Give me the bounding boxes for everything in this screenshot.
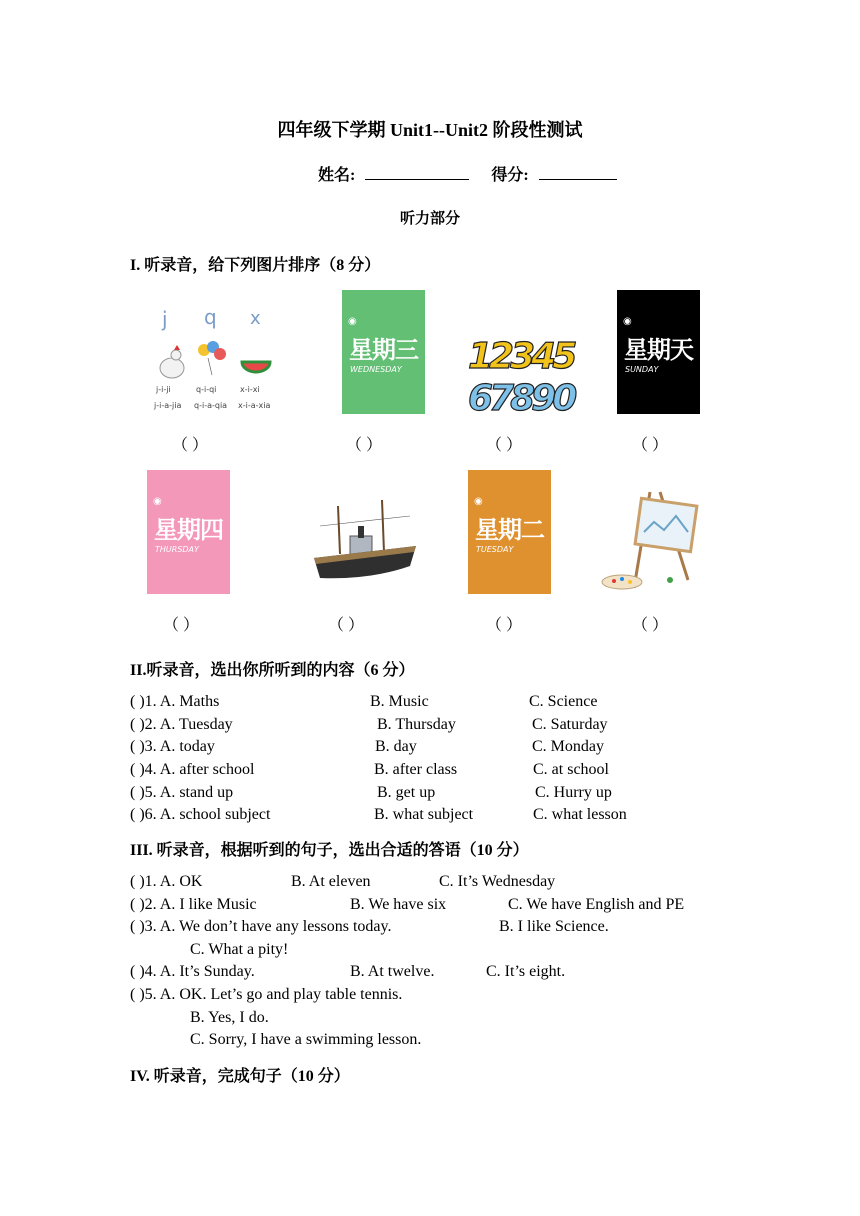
tuesday-en: TUESDAY [476,545,514,554]
letter-j: j [162,307,168,331]
svg-text:j-i-a-jia: j-i-a-jia [154,401,182,410]
s3-q5-a[interactable]: ( )5. A. OK. Let’s go and play table tennis. [130,986,403,1003]
section-subtitle: 听力部分 [399,211,460,227]
section4-heading: IV. 听录音，完成句子（10 分） [130,1068,350,1085]
s2-q2-b: B. Thursday [377,716,456,733]
thursday-en: THURSDAY [155,545,199,554]
answer-paren-7[interactable]: （ ） [486,617,523,634]
thursday-card: ◉ 星期四 THURSDAY [147,470,230,594]
ship-image [310,496,420,588]
section3-heading: III. 听录音，根据听到的句子，选出合适的答语（10 分） [130,842,529,859]
s2-q4-c: C. at school [533,761,609,778]
score-label: 得分: [491,167,529,184]
watermelon-icon [242,362,270,372]
s3-q1-a[interactable]: ( )1. A. OK [130,873,203,890]
answer-paren-6[interactable]: （ ） [328,617,365,634]
wednesday-zh: 星期三 [349,336,418,364]
s2-q1-c: C. Science [529,693,598,710]
chicken-icon [160,358,184,378]
section2-heading: II.听录音，选出你所听到的内容（6 分） [130,662,415,679]
s2-q5-a[interactable]: ( )5. A. stand up [130,784,234,801]
s2-q3-b: B. day [375,738,417,755]
sunday-zh: 星期天 [624,336,693,364]
svg-text:q-i-a-qia: q-i-a-qia [194,401,228,410]
name-score-row [318,162,617,185]
name-label: 姓名: [318,167,356,184]
s2-q5-c: C. Hurry up [535,784,612,801]
numbers-row1: 12345 [468,336,574,377]
s2-q3-a[interactable]: ( )3. A. today [130,738,215,755]
s2-q5-b: B. get up [377,784,436,801]
letter-x: x [250,308,261,329]
s3-q1-c: C. It’s Wednesday [439,873,556,890]
easel-image [600,488,700,594]
s3-q5-c: C. Sorry, I have a swimming lesson. [190,1031,422,1048]
s3-q4-a[interactable]: ( )4. A. It’s Sunday. [130,963,255,980]
s3-q2-c: C. We have English and PE [508,896,685,913]
s2-q6-a[interactable]: ( )6. A. school subject [130,806,271,823]
easel-icon [600,488,700,594]
s2-q4-b: B. after class [374,761,458,778]
page-title: 四年级下学期 Unit1--Unit2 阶段性测试 [277,120,583,140]
pinyin-illustration [150,300,280,415]
answer-paren-2[interactable]: （ ） [346,437,383,454]
section1-heading: I. 听录音，给下列图片排序（8 分） [130,257,381,274]
s2-q1-b: B. Music [370,693,429,710]
sunday-card: ◉ 星期天 SUNDAY [617,290,700,414]
tuesday-zh: 星期二 [475,516,544,544]
name-blank[interactable] [365,165,469,180]
s2-q3-c: C. Monday [532,738,604,755]
numbers-image [466,328,584,416]
sunday-en: SUNDAY [625,365,659,374]
svg-text:x-i-a-xia: x-i-a-xia [238,401,271,410]
answer-paren-4[interactable]: （ ） [632,437,669,454]
score-blank[interactable] [539,165,617,180]
s2-q6-b: B. what subject [374,806,474,823]
s3-q4-b: B. At twelve. [350,963,435,980]
wednesday-en: WEDNESDAY [350,365,402,374]
svg-text:j-i-ji: j-i-ji [156,385,171,394]
s2-q4-a[interactable]: ( )4. A. after school [130,761,255,778]
s3-q3-b: B. I like Science. [499,918,609,935]
s3-q3-c: C. What a pity! [190,941,289,958]
s3-q2-a[interactable]: ( )2. A. I like Music [130,896,257,913]
tuesday-card: ◉ 星期二 TUESDAY [468,470,551,594]
s2-q6-c: C. what lesson [533,806,627,823]
numbers-illustration [466,328,584,416]
wednesday-card: ◉ 星期三 WEDNESDAY [342,290,425,414]
thursday-zh: 星期四 [154,516,223,544]
answer-paren-3[interactable]: （ ） [486,437,523,454]
svg-text:q-i-qi: q-i-qi [196,385,217,394]
numbers-row2: 67890 [468,378,574,416]
answer-paren-1[interactable]: （ ） [172,437,209,454]
svg-text:x-i-xi: x-i-xi [240,385,260,394]
letter-q: q [204,305,217,329]
answer-paren-5[interactable]: （ ） [163,617,200,634]
s3-q2-b: B. We have six [350,896,447,913]
s3-q1-b: B. At eleven [291,873,371,890]
s3-q4-c: C. It’s eight. [486,963,566,980]
s3-q5-b: B. Yes, I do. [190,1009,269,1026]
s2-q2-a[interactable]: ( )2. A. Tuesday [130,716,233,733]
s2-q2-c: C. Saturday [532,716,608,733]
s2-q1-a[interactable]: ( )1. A. Maths [130,693,220,710]
answer-paren-8[interactable]: （ ） [632,617,669,634]
pinyin-jqx-image [150,300,280,415]
s3-q3-a[interactable]: ( )3. A. We don’t have any lessons today. [130,918,392,935]
ship-icon [310,496,420,588]
